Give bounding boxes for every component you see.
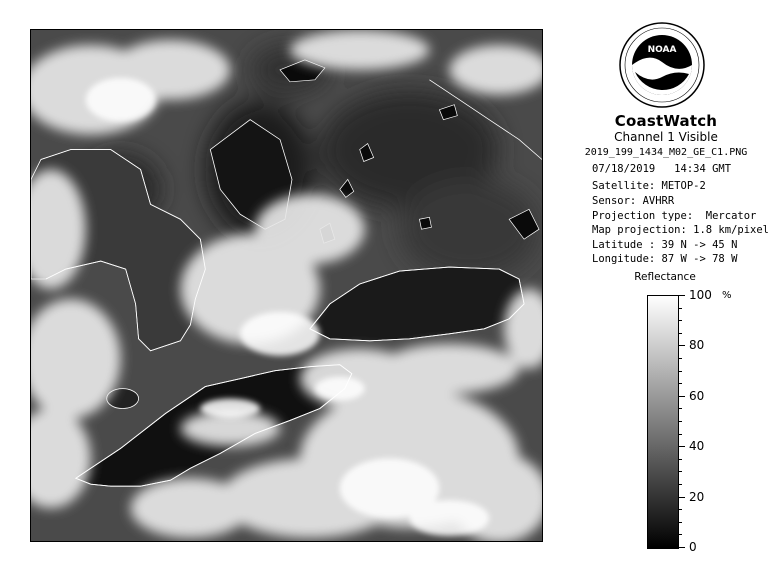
colorbar-minor-tick <box>679 459 682 460</box>
colorbar-minor-tick <box>679 383 682 384</box>
colorbar-minor-tick <box>679 434 682 435</box>
colorbar-tick <box>679 295 685 296</box>
longitude-range: Longitude: 87 W -> 78 W <box>592 253 738 265</box>
satellite-image-canvas <box>31 30 542 541</box>
colorbar-minor-tick <box>679 371 682 372</box>
colorbar-tick-label: 100 <box>689 288 712 302</box>
colorbar-minor-tick <box>679 534 682 535</box>
image-filename: 2019_199_1434_M02_GE_C1.PNG <box>584 147 748 158</box>
colorbar-minor-tick <box>679 333 682 334</box>
product-title: CoastWatch <box>614 112 718 130</box>
reflectance-colorbar <box>647 295 679 549</box>
map-projection: Map projection: 1.8 km/pixel <box>592 224 770 236</box>
colorbar-minor-tick <box>679 509 682 510</box>
sensor-info: Sensor: AVHRR <box>592 195 675 207</box>
logo-text: NOAA <box>647 45 677 55</box>
noaa-logo <box>619 22 705 108</box>
colorbar-minor-tick <box>679 358 682 359</box>
colorbar-tick <box>679 547 685 548</box>
colorbar-tick-label: 60 <box>689 389 705 403</box>
colorbar-tick-label: 80 <box>689 338 705 352</box>
colorbar-tick <box>679 497 685 498</box>
colorbar-minor-tick <box>679 308 682 309</box>
colorbar-unit: % <box>722 290 732 301</box>
satellite-image <box>30 29 543 542</box>
colorbar-minor-tick <box>679 471 682 472</box>
colorbar-minor-tick <box>679 522 682 523</box>
latitude-range: Latitude : 39 N -> 45 N <box>592 239 738 251</box>
projection-type: Projection type: Mercator <box>592 210 757 222</box>
colorbar-tick <box>679 396 685 397</box>
colorbar-tick <box>679 345 685 346</box>
colorbar-minor-tick <box>679 421 682 422</box>
acquisition-datetime: 07/18/2019 14:34 GMT <box>592 163 732 175</box>
colorbar-tick-label: 40 <box>689 439 705 453</box>
colorbar-tick-label: 0 <box>689 540 697 554</box>
satellite-info: Satellite: METOP-2 <box>592 180 706 192</box>
colorbar-minor-tick <box>679 320 682 321</box>
channel-subtitle: Channel 1 Visible <box>614 130 718 144</box>
colorbar-tick-label: 20 <box>689 490 705 504</box>
colorbar-label: Reflectance <box>634 271 696 283</box>
colorbar-ticks <box>679 288 739 554</box>
colorbar-minor-tick <box>679 484 682 485</box>
colorbar-tick <box>679 446 685 447</box>
colorbar-minor-tick <box>679 408 682 409</box>
